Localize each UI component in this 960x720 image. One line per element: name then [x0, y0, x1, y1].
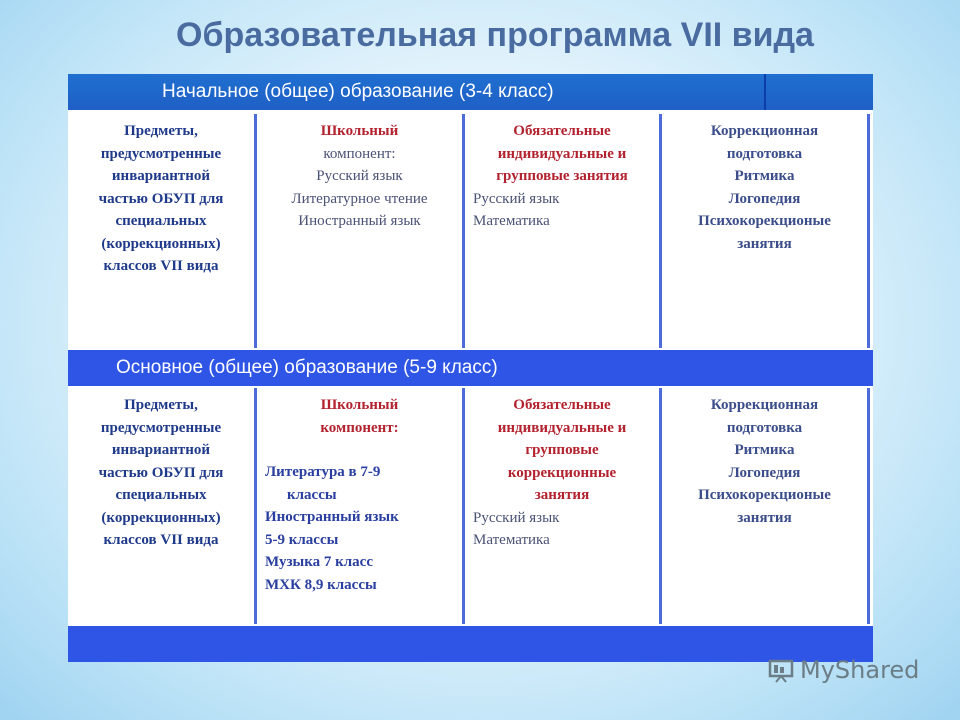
watermark-text: MyShared: [800, 656, 920, 684]
header-divider: [764, 74, 766, 110]
cell-heading: коррекционные: [507, 464, 617, 481]
subjects-cell: [68, 114, 254, 348]
text-line: классов VII вида: [103, 258, 219, 274]
section-header-label: Начальное (общее) образование (3-4 класс): [162, 81, 554, 102]
school-component-cell: [254, 114, 462, 348]
school-component-cell: [254, 388, 462, 624]
list-item: Математика: [473, 213, 550, 229]
cell-heading: Школьный: [320, 397, 399, 413]
list-item: Русский язык: [473, 190, 560, 207]
mandatory-lessons-cell: [462, 388, 659, 624]
section-header-primary: [68, 74, 873, 110]
section-header-basic: [68, 350, 873, 386]
page-title: Образовательная программа VII вида: [176, 16, 814, 54]
text-line: предусмотренные: [100, 419, 222, 436]
list-item: подготовка: [726, 419, 803, 436]
list-item: Коррекционная: [710, 397, 819, 413]
list-item: Психокорекционые: [698, 213, 831, 229]
text-line: предусмотренные: [100, 145, 222, 162]
table-row: [68, 114, 873, 348]
list-item: Ритмика: [734, 442, 795, 458]
text-line: (коррекционных): [101, 235, 221, 252]
cell-heading: занятия: [534, 487, 590, 503]
text-line: специальных: [115, 487, 207, 503]
mandatory-lessons-cell: [462, 114, 659, 348]
cell-heading: Обязательные: [513, 397, 611, 413]
list-item: Литературное чтение: [291, 190, 428, 207]
correction-cell: [659, 388, 870, 624]
spacer: [257, 439, 462, 461]
presentation-icon: [768, 657, 794, 683]
list-item: подготовка: [726, 145, 803, 162]
cell-heading: групповые: [525, 442, 599, 458]
cell-heading: Обязательные: [513, 123, 611, 139]
section-header-label: Основное (общее) образование (5-9 класс): [116, 357, 498, 378]
cell-heading: компонент:: [323, 145, 396, 162]
program-table: [68, 74, 873, 662]
cell-heading: групповые занятия: [496, 168, 628, 184]
text-line: частью ОБУП для: [98, 190, 224, 207]
list-item: занятия: [737, 509, 792, 526]
list-item: Иностранный язык: [265, 509, 399, 525]
text-line: частью ОБУП для: [98, 464, 224, 481]
text-line: Предметы,: [124, 397, 198, 413]
footer-band: [68, 626, 873, 662]
list-item: классы: [287, 486, 337, 503]
watermark-logo: [768, 656, 919, 684]
list-item: Психокорекционые: [698, 487, 831, 503]
subjects-cell: [68, 388, 254, 624]
cell-heading: компонент:: [320, 419, 399, 436]
list-item: Русский язык: [473, 509, 560, 526]
list-item: Логопедия: [728, 464, 801, 481]
list-item: Музыка 7 класс: [265, 554, 373, 570]
text-line: (коррекционных): [101, 509, 221, 526]
cell-heading: индивидуальные и: [497, 419, 627, 436]
table-row: [68, 388, 873, 624]
list-item: Ритмика: [734, 168, 795, 184]
correction-cell: [659, 114, 870, 348]
text-line: Предметы,: [124, 123, 198, 139]
list-item: Коррекционная: [710, 123, 819, 139]
text-line: инвариантной: [111, 168, 211, 184]
text-line: классов VII вида: [103, 532, 219, 548]
cell-heading: Школьный: [320, 123, 399, 139]
list-item: Логопедия: [728, 190, 801, 207]
text-line: специальных: [115, 213, 207, 229]
list-item: Русский язык: [316, 168, 403, 184]
list-item: Литература в 7-9: [265, 464, 381, 480]
list-item: Математика: [473, 532, 550, 548]
cell-heading: индивидуальные и: [497, 145, 627, 162]
text-line: инвариантной: [111, 442, 211, 458]
list-item: МХК 8,9 классы: [265, 576, 377, 593]
list-item: 5-9 классы: [265, 531, 339, 548]
list-item: Иностранный язык: [298, 213, 421, 229]
list-item: занятия: [737, 235, 792, 252]
